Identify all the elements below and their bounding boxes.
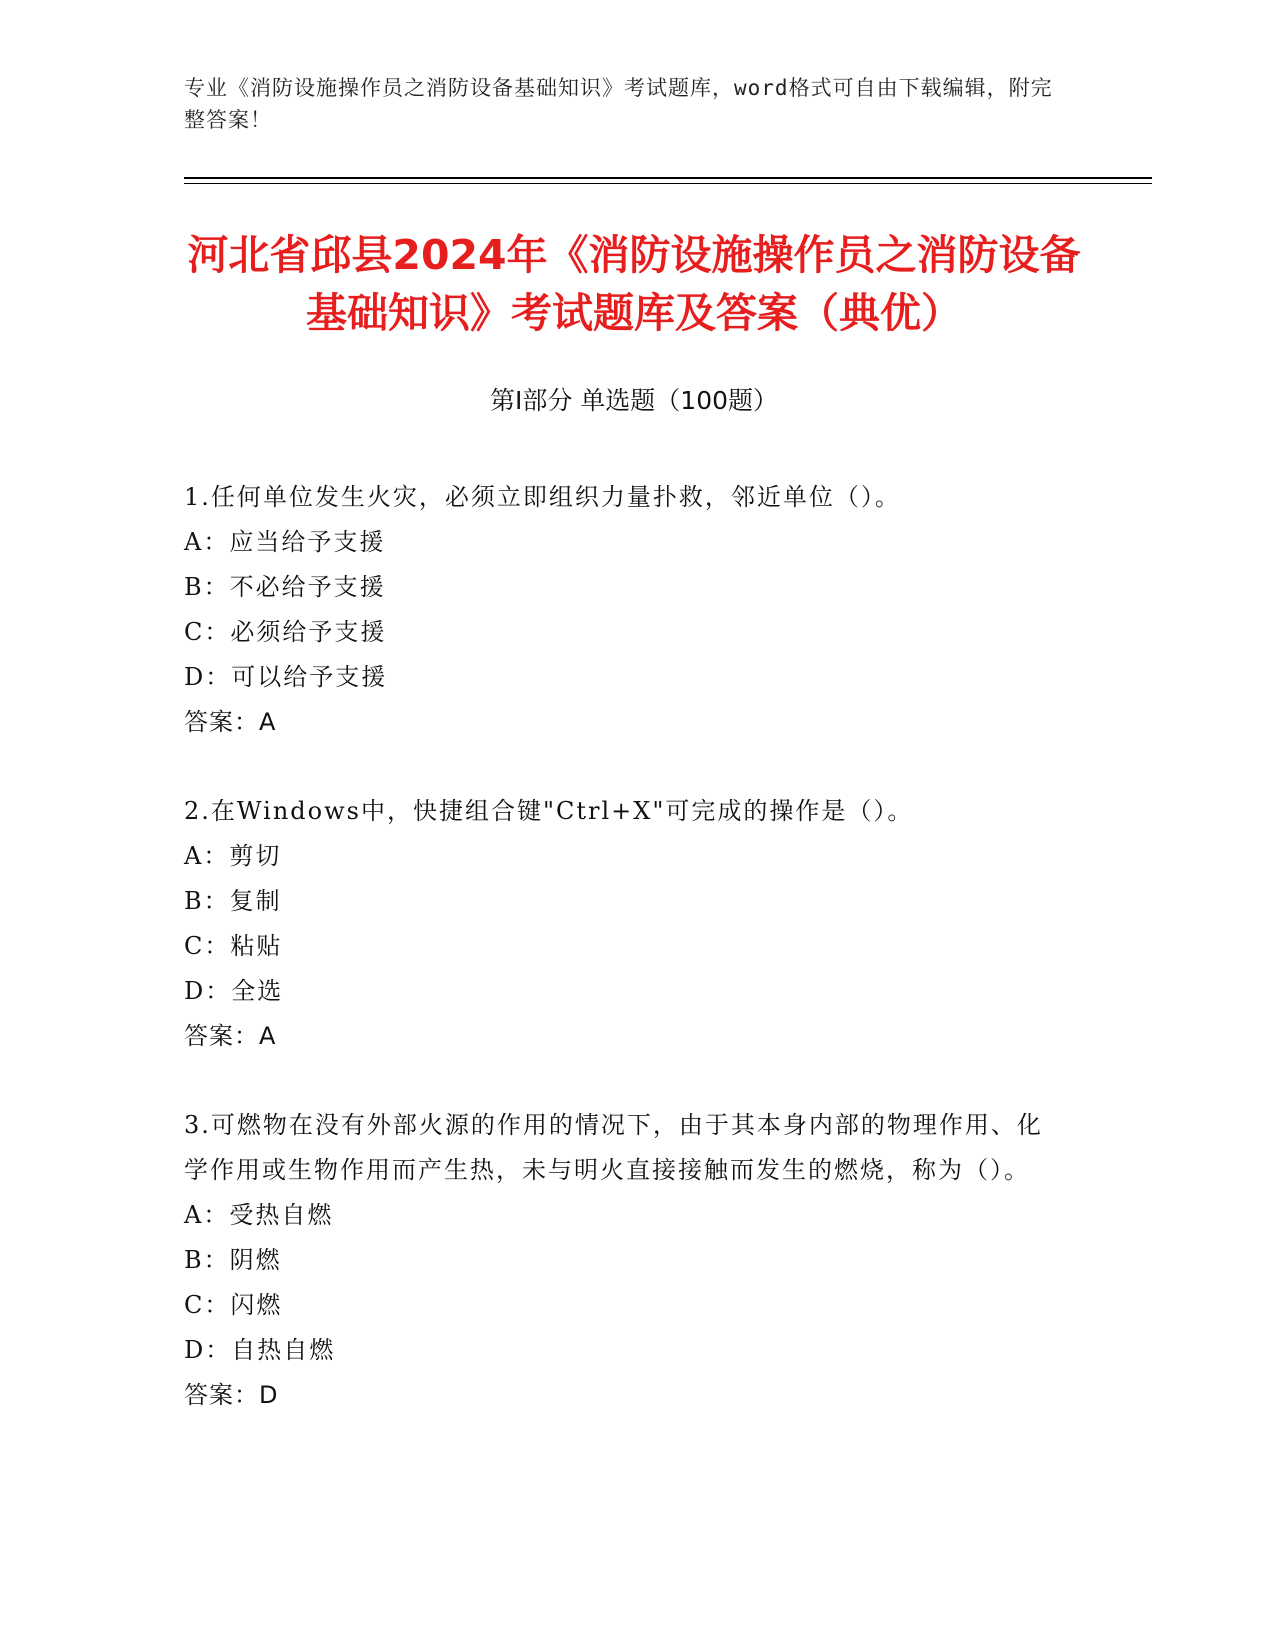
question-1 bbox=[184, 475, 1064, 745]
option-b: B：阴燃 bbox=[184, 1246, 282, 1274]
option-c: C：粘贴 bbox=[184, 932, 283, 960]
option-b: B：不必给予支援 bbox=[184, 573, 386, 601]
document-title: 河北省邱县2024年《消防设施操作员之消防设备基础知识》考试题库及答案（典优） bbox=[187, 231, 1081, 337]
answer: 答案：A bbox=[184, 708, 277, 736]
header-divider-thick bbox=[184, 177, 1152, 179]
option-a: A：剪切 bbox=[184, 842, 282, 870]
question-3 bbox=[184, 1103, 1064, 1418]
header-divider-thin bbox=[184, 183, 1152, 184]
header-note: 专业《消防设施操作员之消防设备基础知识》考试题库，word格式可自由下载编辑，附完整答案！ bbox=[184, 76, 1053, 132]
question-stem: 1.任何单位发生火灾，必须立即组织力量扑救，邻近单位（）。 bbox=[184, 483, 901, 511]
question-stem: 3.可燃物在没有外部火源的作用的情况下，由于其本身内部的物理作用、化学作用或生物作用而产生热，未与明火直接接触而发生的燃烧，称为（）。 bbox=[184, 1111, 1043, 1184]
option-d: D：全选 bbox=[184, 977, 284, 1005]
option-b: B：复制 bbox=[184, 887, 282, 915]
option-d: D：自热自燃 bbox=[184, 1336, 336, 1364]
question-stem: 2.在Windows中，快捷组合键"Ctrl+X"可完成的操作是（）。 bbox=[184, 797, 914, 825]
section-heading: 第I部分 单选题（100题） bbox=[489, 386, 779, 415]
option-c: C：闪燃 bbox=[184, 1291, 283, 1319]
option-a: A：应当给予支援 bbox=[184, 528, 386, 556]
option-d: D：可以给予支援 bbox=[184, 663, 388, 691]
answer: 答案：A bbox=[184, 1022, 277, 1050]
question-2 bbox=[184, 789, 1064, 1059]
question-list bbox=[184, 475, 1064, 1462]
answer: 答案：D bbox=[184, 1381, 279, 1409]
option-c: C：必须给予支援 bbox=[184, 618, 387, 646]
option-a: A：受热自燃 bbox=[184, 1201, 334, 1229]
